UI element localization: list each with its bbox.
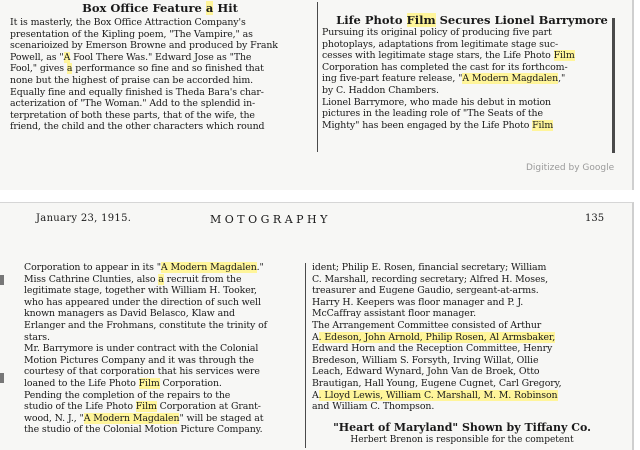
- text-line: [312, 297, 612, 309]
- text-run: Lionel Barrymore, who made his debut in motion: [322, 96, 551, 108]
- text-line: [10, 17, 310, 29]
- text-line: [24, 332, 314, 344]
- text-line: [24, 274, 314, 286]
- text-run: McCaffray assistant floor manager.: [312, 308, 476, 320]
- text-run: wood, N. J., ": [24, 412, 84, 424]
- text-run: Erlanger and the Frohmans, constitute the trinity of: [24, 319, 268, 331]
- text-run: cesses with legitimate stage stars, the Life Photo: [322, 50, 554, 62]
- text-line: [24, 343, 314, 355]
- text-run: Hit: [213, 1, 238, 15]
- text-line: [10, 110, 310, 122]
- text-line: [312, 366, 612, 378]
- text-run: Brautigan, Hall Young, Eugene Cugnet, Carl Gregory,: [312, 377, 562, 389]
- text-line: [24, 413, 314, 425]
- text-run: treasurer and Eugene Gaudio, sergeant-at-arms.: [312, 285, 539, 297]
- search-highlight: a: [158, 273, 164, 285]
- search-highlight: Film: [135, 401, 157, 413]
- text-run: stars.: [24, 331, 50, 343]
- barrymore-headline: [322, 13, 622, 27]
- text-line: [312, 262, 612, 274]
- magazine-title: MOTOGRAPHY: [210, 213, 331, 226]
- search-highlight: . Edeson, John Arnold, Philip Rosen, Al Armsbaker,: [318, 331, 556, 343]
- column-divider: [317, 2, 318, 152]
- text-run: photoplays, adaptations from legitimate stage suc-: [322, 38, 559, 50]
- text-line: [10, 52, 310, 64]
- text-run: ident; Philip E. Rosen, financial secretary; William: [312, 262, 547, 273]
- text-run: known managers as David Belasco, Klaw and: [24, 308, 235, 320]
- barrymore-article: [322, 0, 622, 131]
- text-line: [24, 285, 314, 297]
- text-run: Pending the completion of the repairs to the: [24, 389, 231, 401]
- issue-date: January 23, 1915.: [36, 213, 132, 224]
- search-highlight: A Modern Magdalen: [462, 73, 559, 85]
- text-line: [24, 262, 314, 274]
- text-run: Edward Horn and the Reception Committee, Henry: [312, 343, 553, 355]
- text-run: who has appeared under the direction of such well: [24, 296, 261, 308]
- search-highlight: A: [63, 51, 71, 63]
- text-run: Leach, Edward Wynard, John Van de Broek, Otto: [312, 366, 540, 378]
- text-line: [10, 98, 310, 110]
- text-line: [24, 308, 314, 320]
- text-run: Pursuing its original policy of producing five part: [322, 27, 552, 38]
- text-run: legitimate stage, together with William H. Tooker,: [24, 285, 257, 297]
- text-run: Corporation.: [159, 377, 222, 389]
- text-line: [322, 97, 622, 109]
- text-line: [312, 343, 612, 355]
- text-run: loaned to the Life Photo: [24, 377, 139, 389]
- search-highlight: Film: [532, 119, 554, 131]
- text-line: [322, 120, 622, 132]
- continued-body: [24, 262, 314, 436]
- text-run: terpretation of both these parts, that of the wife, the: [10, 109, 255, 121]
- text-run: and William C. Thompson.: [312, 401, 435, 413]
- text-run: ing five-part feature release, ": [322, 73, 463, 85]
- text-run: Corporation has completed the cast for its forthcom-: [322, 61, 568, 73]
- text-line: [322, 73, 622, 85]
- text-line: [312, 378, 612, 390]
- text-run: Equally fine and equally finished is Theda Bara's char-: [10, 86, 264, 98]
- page-edge-rule: [612, 18, 615, 153]
- text-run: Life Photo: [336, 13, 407, 27]
- text-run: Fool There Was." Edward Jose as "The: [70, 51, 252, 63]
- text-line: [322, 108, 622, 120]
- search-highlight: Film: [406, 13, 436, 27]
- text-line: [24, 390, 314, 402]
- box-office-article: [10, 0, 310, 133]
- text-run: Powell, as ": [10, 51, 64, 63]
- text-line: [24, 366, 314, 378]
- barrymore-body: [322, 27, 622, 131]
- search-highlight: Film: [138, 377, 160, 389]
- text-line: [24, 424, 314, 436]
- text-run: friend, the child and the other characters which round: [10, 121, 265, 133]
- text-line: [24, 401, 314, 413]
- text-line: [312, 320, 612, 332]
- text-line: [322, 50, 622, 62]
- text-run: by C. Haddon Chambers.: [322, 84, 439, 96]
- search-highlight: A Modern Magdalen: [83, 412, 180, 424]
- text-line: [24, 378, 314, 390]
- text-line: [312, 274, 612, 286]
- page-number: 135: [585, 213, 605, 224]
- text-run: C. Marshall, recording secretary; Alfred H. Moses,: [312, 273, 548, 285]
- text-run: Motion Pictures Company and it was through the: [24, 354, 254, 366]
- search-highlight: A Modern Magdalen: [160, 262, 257, 273]
- box-office-headline: [10, 1, 310, 15]
- text-line: [312, 332, 612, 344]
- text-run: scenarioized by Emerson Browne and produced by Frank: [10, 40, 278, 52]
- search-highlight: a: [66, 63, 73, 75]
- text-run: The Arrangement Committee consisted of Arthur: [312, 319, 542, 331]
- committee-article: [312, 262, 612, 446]
- text-line: [10, 29, 310, 41]
- text-line: [10, 75, 310, 87]
- text-line: [312, 285, 612, 297]
- text-run: A: [312, 331, 319, 343]
- text-line: [322, 27, 622, 39]
- text-line: [322, 62, 622, 74]
- search-highlight: Film: [553, 50, 575, 62]
- search-highlight: . Lloyd Lewis, William C. Marshall, M. M. Robinson: [318, 389, 558, 401]
- text-line: [312, 390, 612, 402]
- scan-edge-mark: [0, 275, 4, 285]
- text-run: recruit from the: [163, 273, 242, 285]
- text-run: Corporation at Grant-: [156, 401, 261, 413]
- text-run: the studio of the Colonial Motion Picture Company.: [24, 424, 263, 436]
- text-run: .": [256, 262, 264, 273]
- text-line: [10, 121, 310, 133]
- text-run: " will be staged at: [179, 412, 264, 424]
- text-line: [312, 355, 612, 367]
- text-run: Corporation to appear in its ": [24, 262, 161, 273]
- text-line: [10, 63, 310, 75]
- text-line: [10, 87, 310, 99]
- search-highlight: a: [205, 1, 214, 15]
- text-run: Miss Cathrine Clunties, also: [24, 273, 159, 285]
- text-run: pictures in the leading role of "The Seats of the: [322, 108, 543, 120]
- text-run: Bredeson, William S. Forsyth, Irving Willat, Ollie: [312, 354, 539, 366]
- text-run: Box Office Feature: [82, 1, 206, 15]
- text-line: [312, 401, 612, 413]
- text-run: presentation of the Kipling poem, "The Vampire," as: [10, 28, 253, 40]
- text-line: [24, 297, 314, 309]
- text-run: Secures Lionel Barrymore: [435, 13, 608, 27]
- text-run: Harry H. Keepers was floor manager and P. J.: [312, 296, 524, 308]
- text-line: [24, 355, 314, 367]
- text-line: [322, 39, 622, 51]
- text-run: studio of the Life Photo: [24, 401, 136, 413]
- bottom-page-scan: [0, 202, 634, 450]
- top-page-scan: [0, 0, 634, 190]
- text-run: A: [312, 389, 319, 401]
- text-run: Fool," gives: [10, 63, 67, 75]
- text-line: [10, 40, 310, 52]
- scan-edge-mark: [0, 373, 4, 383]
- committee-body: [312, 262, 612, 413]
- text-run: Mr. Barrymore is under contract with the Colonial: [24, 343, 259, 355]
- text-line: [312, 308, 612, 320]
- text-run: ,": [558, 73, 566, 85]
- text-line: [24, 320, 314, 332]
- text-run: courtesy of that corporation that his services were: [24, 366, 260, 378]
- text-run: acterization of "The Woman." Add to the splendid in-: [10, 98, 256, 110]
- barrymore-article-continued: [24, 262, 314, 436]
- text-run: It is masterly, the Box Office Attraction Company's: [10, 17, 246, 28]
- digitized-watermark: Digitized by Google: [526, 163, 615, 173]
- text-run: none but the highest of praise can be accorded him.: [10, 74, 253, 86]
- heart-of-maryland-headline: "Heart of Maryland" Shown by Tiffany Co.: [333, 420, 591, 434]
- text-run: Mighty" has been engaged by the Life Photo: [322, 119, 533, 131]
- text-run: performance so fine and so finished that: [72, 63, 264, 75]
- text-line: [322, 85, 622, 97]
- heart-of-maryland-first-line: Herbert Brenon is responsible for the competent: [350, 434, 574, 445]
- column-divider: [305, 263, 306, 448]
- box-office-body: [10, 17, 310, 133]
